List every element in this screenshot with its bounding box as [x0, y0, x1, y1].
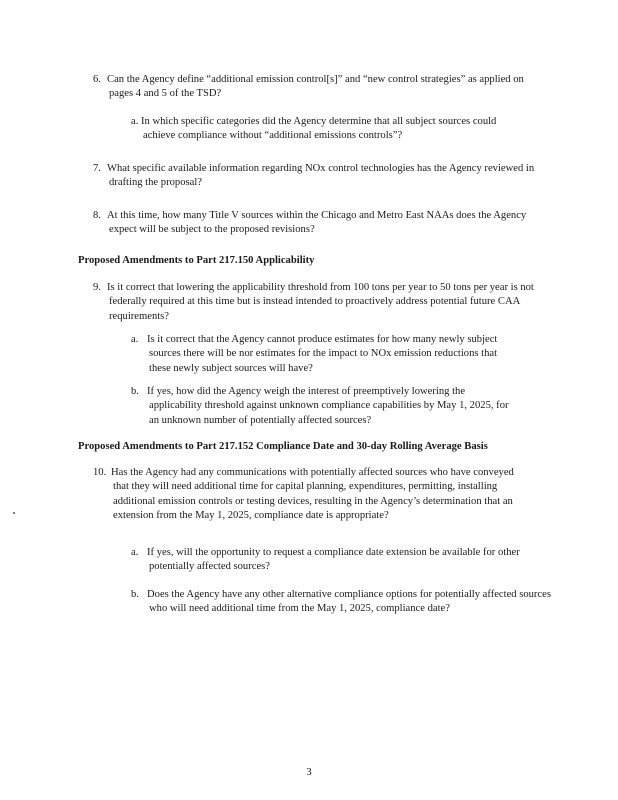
question-9b: [131, 385, 516, 428]
question-number: 10.: [93, 467, 107, 478]
question-10: [93, 466, 523, 523]
question-number: 8.: [93, 210, 101, 221]
section-heading-applicability: Proposed Amendments to Part 217.150 Applicability: [78, 255, 315, 266]
subquestion-label: a.: [131, 334, 139, 345]
question-text: Has the Agency had any communications with potentially affected sources who have conveyed that they will need additional time for capital planning, expenditures, permitting, installing additional emission controls or testing devices, resulting in the Agency’s determination that an extension from the May 1, 2025, compliance date is appropriate?: [111, 467, 514, 521]
question-text: Can the Agency define “additional emission control[s]” and “new control strategies” as applied on pages 4 and 5 of the TSD?: [107, 74, 524, 100]
subquestion-text: Is it correct that the Agency cannot produce estimates for how many newly subject sources there will be nor estimates for the impact to NOx emission reductions that these newly subject sources will have?: [147, 334, 498, 374]
subquestion-label: b.: [131, 589, 139, 600]
question-9a: [131, 333, 506, 376]
question-10b: [131, 588, 551, 617]
subquestion-text: If yes, will the opportunity to request a compliance date extension be available for other potentially affected sources?: [147, 547, 520, 573]
subquestion-label: b.: [131, 386, 139, 397]
question-8: [93, 209, 543, 238]
question-6a: [131, 115, 531, 144]
subquestion-text: If yes, how did the Agency weigh the interest of preemptively lowering the applicability threshold against unknown compliance capabilities by May 1, 2025, for an unknown number of potentially affected sources?: [147, 386, 509, 426]
question-6: [93, 73, 543, 102]
section-heading-compliance: Proposed Amendments to Part 217.152 Compliance Date and 30-day Rolling Average Basis: [78, 441, 488, 452]
question-text: Is it correct that lowering the applicability threshold from 100 tons per year to 50 tons per year is not federally required at this time but is instead intended to proactively address potential future CAA requirements?: [107, 282, 534, 322]
question-text: At this time, how many Title V sources within the Chicago and Metro East NAAs does the Agency expect will be subject to the proposed revisions?: [107, 210, 527, 236]
question-7: [93, 162, 543, 191]
scan-speck: [13, 512, 15, 514]
question-number: 6.: [93, 74, 101, 85]
question-number: 9.: [93, 282, 101, 293]
question-number: 7.: [93, 163, 101, 174]
subquestion-text: Does the Agency have any other alternative compliance options for potentially affected sources who will need additional time from the May 1, 2025, compliance date?: [147, 589, 551, 615]
page-number: 3: [306, 767, 312, 778]
subquestion-label: a.: [131, 116, 139, 127]
question-9: [93, 281, 548, 324]
question-10a: [131, 546, 551, 575]
question-text: What specific available information regarding NOx control technologies has the Agency reviewed in drafting the proposal?: [107, 163, 535, 189]
subquestion-text: In which specific categories did the Agency determine that all subject sources could achieve compliance without “additional emissions controls”?: [141, 116, 497, 142]
subquestion-label: a.: [131, 547, 139, 558]
